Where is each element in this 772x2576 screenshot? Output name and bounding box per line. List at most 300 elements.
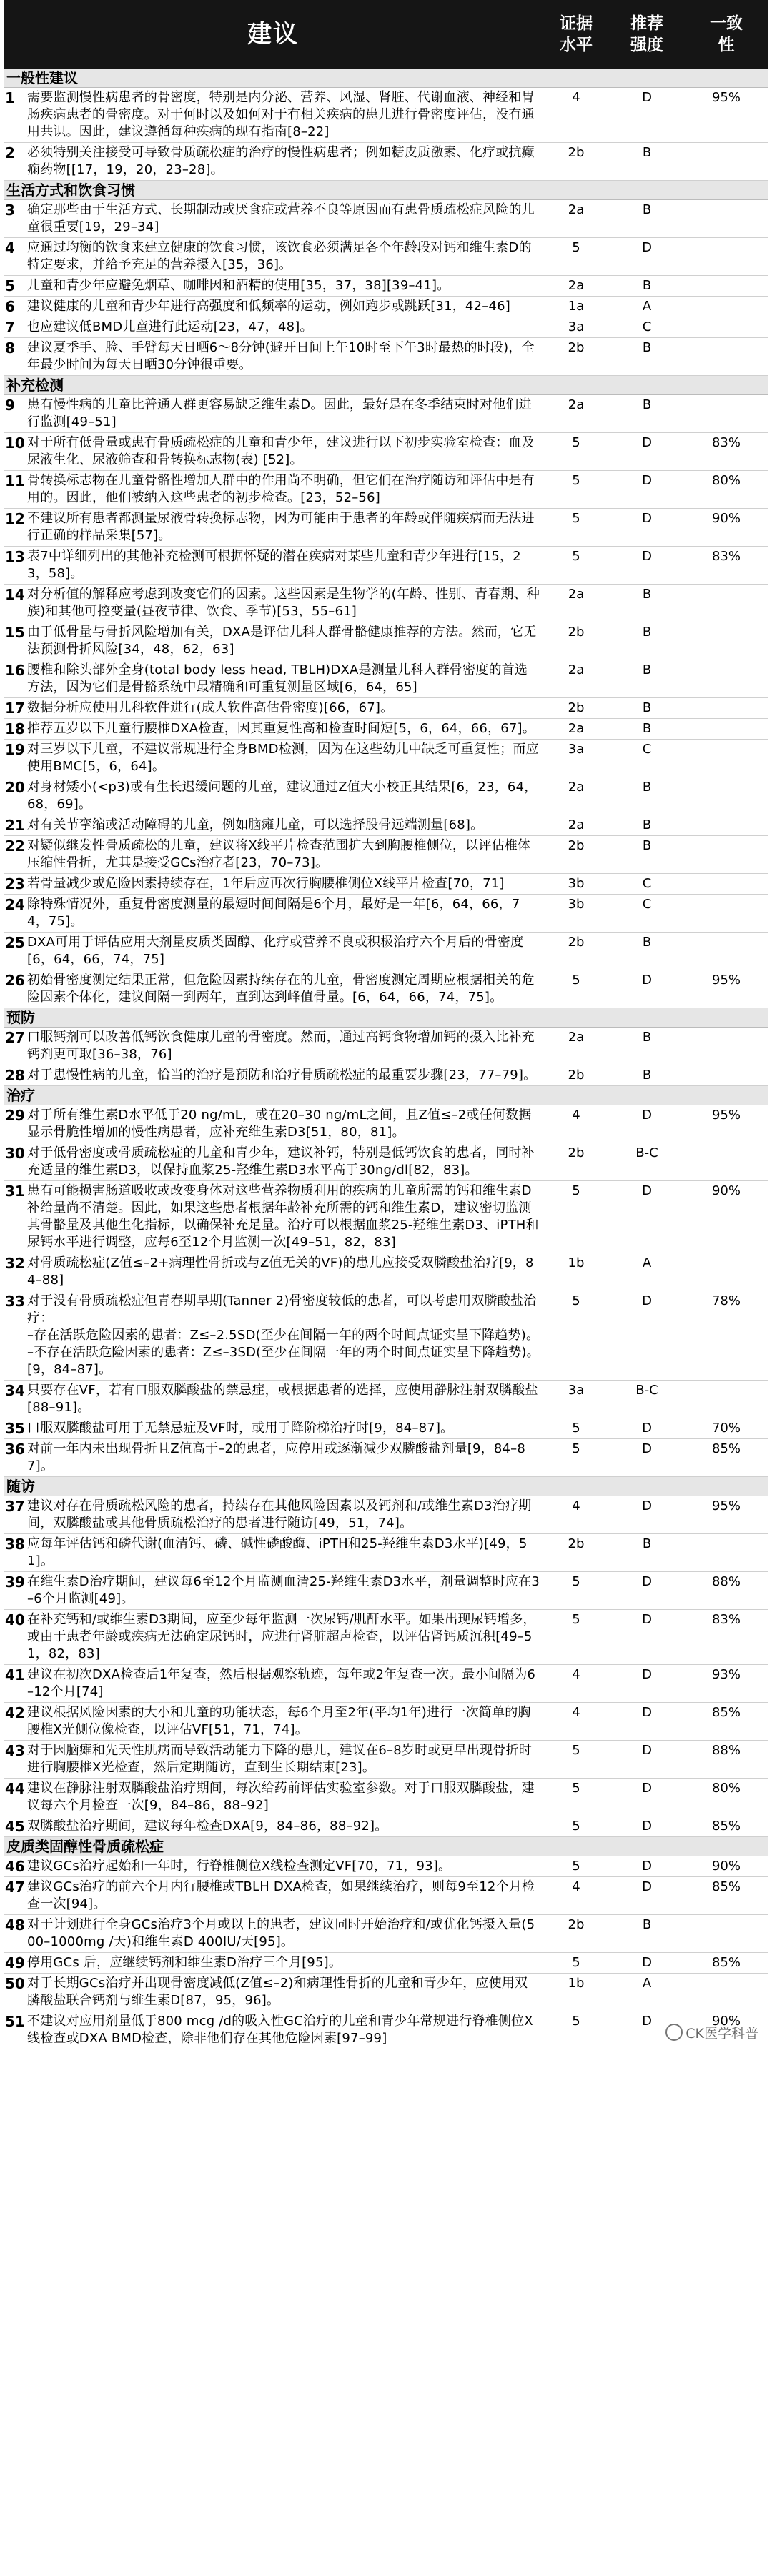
agreement-percent (684, 660, 768, 698)
evidence-level: 2b (543, 1915, 610, 1953)
agreement-percent (684, 1381, 768, 1418)
row-number: 18 (4, 719, 25, 740)
evidence-level: 2a (543, 777, 610, 815)
recommendation-grade: D (610, 1816, 684, 1837)
recommendation-text: 对于所有低骨量或患有骨质疏松症的儿童和青少年，建议进行以下初步实验室检查：血及尿液生化、尿液筛查和骨转换标志物(表) [52]。 (25, 433, 543, 471)
evidence-level: 5 (543, 1816, 610, 1837)
recommendation-grade: C (610, 895, 684, 933)
evidence-level: 5 (543, 2011, 610, 2049)
recommendation-text: 口服钙剂可以改善低钙饮食健康儿童的骨密度。然而，通过高钙食物增加钙的摄入比补充钙剂更可取[36–38，76] (25, 1028, 543, 1065)
evidence-level: 2a (543, 200, 610, 238)
recommendation-row (4, 1703, 768, 1741)
evidence-level: 5 (543, 1953, 610, 1974)
evidence-level: 5 (543, 1741, 610, 1779)
section-title: 随访 (4, 1477, 768, 1496)
recommendation-grade: B (610, 200, 684, 238)
header-evidence-level: 证据 水平 (543, 0, 610, 69)
agreement-percent (684, 317, 768, 338)
evidence-level: 5 (543, 1779, 610, 1816)
recommendation-row (4, 1816, 768, 1837)
row-number: 5 (4, 276, 25, 297)
agreement-percent: 85% (684, 1703, 768, 1741)
evidence-level: 2a (543, 719, 610, 740)
agreement-percent: 85% (684, 1877, 768, 1915)
agreement-percent (684, 777, 768, 815)
row-number: 14 (4, 585, 25, 622)
recommendation-grade: D (610, 1291, 684, 1381)
row-number: 9 (4, 395, 25, 433)
watermark-text: CK医学科普 (686, 2026, 758, 2042)
agreement-percent (684, 874, 768, 895)
row-number: 19 (4, 740, 25, 777)
evidence-level: 5 (543, 433, 610, 471)
agreement-percent: 83% (684, 547, 768, 585)
recommendation-text: 对前一年内未出现骨折且Z值高于–2的患者，应停用或逐渐减少双膦酸盐剂量[9，84–87]。 (25, 1439, 543, 1477)
evidence-level: 3a (543, 1381, 610, 1418)
row-number: 24 (4, 895, 25, 933)
recommendation-grade: B (610, 777, 684, 815)
recommendation-text: 确定那些由于生活方式、长期制动或厌食症或营养不良等原因而有患骨质疏松症风险的儿童很重要[19，29–34] (25, 200, 543, 238)
evidence-level: 5 (543, 238, 610, 276)
recommendation-text: 只要存在VF，若有口服双膦酸盐的禁忌症，或根据患者的选择，应使用静脉注射双膦酸盐[88–91]。 (25, 1381, 543, 1418)
recommendation-row (4, 276, 768, 297)
evidence-level: 4 (543, 1105, 610, 1143)
evidence-level: 2a (543, 395, 610, 433)
recommendation-text: 儿童和青少年应避免烟草、咖啡因和酒精的使用[35，37，38][39–41]。 (25, 276, 543, 297)
recommendation-row (4, 622, 768, 660)
evidence-level: 5 (543, 509, 610, 547)
recommendation-text: 患有可能损害肠道吸收或改变身体对这些营养物质利用的疾病的儿童所需的钙和维生素D补给量尚不清楚。因此，如果这些患者根据年龄补充所需的钙和维生素D，建议密切监测其骨骼量及其他生化指标，以确保补充足量。治疗可以根据血浆25-羟维生素D3、iPTH和尿钙水平进行调整，应每6至12个月监测一次[49–51，82，83] (25, 1181, 543, 1253)
recommendation-grade: D (610, 1105, 684, 1143)
recommendation-row (4, 1439, 768, 1477)
row-number: 13 (4, 547, 25, 585)
agreement-percent (684, 836, 768, 874)
recommendation-grade: B (610, 143, 684, 181)
agreement-percent (684, 1534, 768, 1572)
section-title: 皮质类固醇性骨质疏松症 (4, 1837, 768, 1856)
recommendation-text: 骨转换标志物在儿童骨骼性增加人群中的作用尚不明确，但它们在治疗随访和评估中是有用的。因此，他们被纳入这些患者的初步检查。[23，52–56] (25, 471, 543, 509)
evidence-level: 3a (543, 317, 610, 338)
recommendation-row (4, 317, 768, 338)
evidence-level: 2a (543, 1028, 610, 1065)
row-number: 20 (4, 777, 25, 815)
recommendation-text: 对于患慢性病的儿童，恰当的治疗是预防和治疗骨质疏松症的最重要步骤[23，77–79]。 (25, 1065, 543, 1086)
evidence-level: 4 (543, 1703, 610, 1741)
row-number: 26 (4, 970, 25, 1008)
recommendation-grade: B (610, 1915, 684, 1953)
recommendation-row (4, 1291, 768, 1381)
agreement-percent (684, 276, 768, 297)
recommendation-text: 双膦酸盐治疗期间，建议每年检查DXA[9，84–86，88–92]。 (25, 1816, 543, 1837)
recommendation-grade: D (610, 547, 684, 585)
agreement-percent (684, 143, 768, 181)
row-number: 40 (4, 1610, 25, 1665)
recommendation-text: 在补充钙和/或维生素D3期间，应至少每年监测一次尿钙/肌酐水平。如果出现尿钙增多，或由于患者年龄或疾病无法确定尿钙时，应进行肾脏超声检查，以评估肾钙质沉积[49–51，82，83] (25, 1610, 543, 1665)
recommendation-row (4, 433, 768, 471)
row-number: 6 (4, 297, 25, 317)
row-number: 46 (4, 1856, 25, 1877)
recommendation-text: 建议对存在骨质疏松风险的患者，持续存在其他风险因素以及钙剂和/或维生素D3治疗期间，双膦酸盐或其他骨质疏松治疗的患者进行随访[49，51，74]。 (25, 1496, 543, 1534)
recommendation-text: 患有慢性病的儿童比普通人群更容易缺乏维生素D。因此，最好是在冬季结束时对他们进行监测[49–51] (25, 395, 543, 433)
recommendation-grade: B (610, 395, 684, 433)
recommendation-grade: B (610, 585, 684, 622)
section-header-row (4, 69, 768, 88)
row-number: 32 (4, 1253, 25, 1291)
evidence-level: 5 (543, 1572, 610, 1610)
recommendation-text: 由于低骨量与骨折风险增加有关，DXA是评估儿科人群骨骼健康推荐的方法。然而，它无法预测骨折风险[34，48，62，63] (25, 622, 543, 660)
agreement-percent (684, 585, 768, 622)
recommendation-text: 除特殊情况外，重复骨密度测量的最短时间间隔是6个月，最好是一年[6，64，66，74，75]。 (25, 895, 543, 933)
evidence-level: 1a (543, 297, 610, 317)
section-header-row (4, 376, 768, 395)
row-number: 22 (4, 836, 25, 874)
row-number: 28 (4, 1065, 25, 1086)
recommendation-grade: B (610, 836, 684, 874)
recommendation-grade: B (610, 622, 684, 660)
recommendation-row (4, 1143, 768, 1181)
row-number: 43 (4, 1741, 25, 1779)
header-recommendation: 建议 (4, 0, 543, 69)
agreement-percent (684, 1915, 768, 1953)
evidence-level: 3b (543, 895, 610, 933)
recommendation-text: 不建议对应用剂量低于800 mcg /d的吸入性GC治疗的儿童和青少年常规进行脊椎侧位X线检查或DXA BMD检查，除非他们存在其他危险因素[97–99] (25, 2011, 543, 2049)
recommendation-grade: B-C (610, 1381, 684, 1418)
row-number: 41 (4, 1665, 25, 1703)
evidence-level: 3b (543, 874, 610, 895)
recommendation-text: 应每年评估钙和磷代谢(血清钙、磷、碱性磷酸酶、iPTH和25-羟维生素D3水平)[49，51]。 (25, 1534, 543, 1572)
agreement-percent (684, 1253, 768, 1291)
recommendation-grade: B (610, 1065, 684, 1086)
recommendation-text: 不建议所有患者都测量尿液骨转换标志物，因为可能由于患者的年龄或伴随疾病而无法进行正确的样品采集[57]。 (25, 509, 543, 547)
evidence-level: 5 (543, 970, 610, 1008)
agreement-percent: 90% (684, 1856, 768, 1877)
agreement-percent: 85% (684, 1439, 768, 1477)
header-recommendation-grade: 推荐 强度 (610, 0, 684, 69)
recommendation-grade: D (610, 1877, 684, 1915)
recommendation-row (4, 1181, 768, 1253)
recommendation-row (4, 297, 768, 317)
guideline-page (4, 0, 768, 2049)
section-header-row (4, 181, 768, 200)
row-number: 39 (4, 1572, 25, 1610)
recommendation-grade: A (610, 1974, 684, 2011)
recommendation-text: 建议夏季手、脸、手臂每天日晒6～8分钟(避开日间上午10时至下午3时最热的时段)，全年最少时间为每天日晒30分钟很重要。 (25, 338, 543, 376)
recommendation-text: 对于没有骨质疏松症但青春期早期(Tanner 2)骨密度较低的患者，可以考虑用双膦酸盐治疗： –存在活跃危险因素的患者：Z≤–2.5SD(至少在间隔一年的两个时间点证实呈下降趋势)。 –不存在活跃危险因素的患者：Z≤–3SD(至少在间隔一年的两个时间点证实呈下降趋势)。[9，84–87]。 (25, 1291, 543, 1381)
recommendation-text: 必须特别关注接受可导致骨质疏松症的治疗的慢性病患者；例如糖皮质激素、化疗或抗癫痫药物[[17，19，20，23–28]。 (25, 143, 543, 181)
agreement-percent: 80% (684, 471, 768, 509)
row-number: 37 (4, 1496, 25, 1534)
recommendation-row (4, 1610, 768, 1665)
row-number: 31 (4, 1181, 25, 1253)
recommendation-text: 对于长期GCs治疗并出现骨密度减低(Z值≤–2)和病理性骨折的儿童和青少年，应使用双膦酸盐联合钙剂与维生素D[87，95，96]。 (25, 1974, 543, 2011)
recommendation-row (4, 1877, 768, 1915)
recommendation-grade: B (610, 933, 684, 970)
row-number: 36 (4, 1439, 25, 1477)
agreement-percent (684, 622, 768, 660)
recommendation-text: 对三岁以下儿童，不建议常规进行全身BMD检测，因为在这些幼儿中缺乏可重复性；而应使用BMC[5，6，64]。 (25, 740, 543, 777)
agreement-percent: 90% (684, 2011, 768, 2049)
recommendation-row (4, 1381, 768, 1418)
recommendation-grade: C (610, 874, 684, 895)
recommendation-row (4, 88, 768, 143)
recommendation-grade: D (610, 1741, 684, 1779)
section-header-row (4, 1837, 768, 1856)
recommendation-grade: D (610, 1610, 684, 1665)
evidence-level: 5 (543, 471, 610, 509)
evidence-level: 2b (543, 1143, 610, 1181)
recommendation-grade: D (610, 1439, 684, 1477)
recommendation-grade: B (610, 719, 684, 740)
agreement-percent: 95% (684, 88, 768, 143)
row-number: 35 (4, 1418, 25, 1439)
recommendation-row (4, 1915, 768, 1953)
row-number: 30 (4, 1143, 25, 1181)
agreement-percent: 95% (684, 970, 768, 1008)
evidence-level: 4 (543, 1877, 610, 1915)
section-title: 生活方式和饮食习惯 (4, 181, 768, 200)
evidence-level: 2a (543, 585, 610, 622)
agreement-percent: 90% (684, 509, 768, 547)
evidence-level: 2b (543, 1534, 610, 1572)
row-number: 12 (4, 509, 25, 547)
evidence-level: 2b (543, 143, 610, 181)
evidence-level: 5 (543, 1181, 610, 1253)
recommendation-row (4, 933, 768, 970)
agreement-percent (684, 895, 768, 933)
recommendation-row (4, 1065, 768, 1086)
agreement-percent (684, 297, 768, 317)
recommendation-text: 对分析值的解释应考虑到改变它们的因素。这些因素是生物学的(年龄、性别、青春期、种族)和其他可控变量(昼夜节律、饮食、季节)[53，55–61] (25, 585, 543, 622)
recommendation-text: 口服双膦酸盐可用于无禁忌症及VF时，或用于降阶梯治疗时[9，84–87]。 (25, 1418, 543, 1439)
evidence-level: 2b (543, 338, 610, 376)
recommendations-table (4, 0, 768, 2049)
agreement-percent: 85% (684, 1816, 768, 1837)
recommendation-row (4, 1253, 768, 1291)
row-number: 45 (4, 1816, 25, 1837)
recommendation-text: 建议GCs治疗的前六个月内行腰椎或TBLH DXA检查，如果继续治疗，则每9至12个月检查一次[94]。 (25, 1877, 543, 1915)
row-number: 15 (4, 622, 25, 660)
agreement-percent (684, 1143, 768, 1181)
evidence-level: 2a (543, 660, 610, 698)
recommendation-row (4, 660, 768, 698)
recommendation-row (4, 1534, 768, 1572)
agreement-percent (684, 815, 768, 836)
evidence-level: 1b (543, 1974, 610, 2011)
row-number: 17 (4, 698, 25, 719)
recommendation-row (4, 1028, 768, 1065)
recommendation-text: 对于计划进行全身GCs治疗3个月或以上的患者，建议同时开始治疗和/或优化钙摄入量(500–1000mg /天)和维生素D 400IU/天[95]。 (25, 1915, 543, 1953)
recommendation-grade: D (610, 1572, 684, 1610)
row-number: 23 (4, 874, 25, 895)
section-title: 一般性建议 (4, 69, 768, 88)
recommendation-grade: D (610, 433, 684, 471)
agreement-percent (684, 1028, 768, 1065)
recommendation-row (4, 238, 768, 276)
recommendation-grade: B (610, 815, 684, 836)
agreement-percent: 88% (684, 1572, 768, 1610)
recommendation-row (4, 1572, 768, 1610)
agreement-percent (684, 740, 768, 777)
recommendation-row (4, 698, 768, 719)
recommendation-row (4, 547, 768, 585)
recommendation-text: 在维生素D治疗期间，建议每6至12个月监测血清25-羟维生素D3水平，剂量调整时应在3–6个月监测[49]。 (25, 1572, 543, 1610)
agreement-percent: 88% (684, 1741, 768, 1779)
recommendation-row (4, 200, 768, 238)
recommendation-row (4, 895, 768, 933)
recommendation-grade: D (610, 88, 684, 143)
row-number: 25 (4, 933, 25, 970)
recommendation-grade: C (610, 740, 684, 777)
watermark-logo-icon (665, 2024, 683, 2041)
row-number: 2 (4, 143, 25, 181)
agreement-percent: 83% (684, 433, 768, 471)
evidence-level: 4 (543, 1496, 610, 1534)
recommendation-text: 对于低骨密度或骨质疏松症的儿童和青少年，建议补钙，特别是低钙饮食的患者，同时补充适量的维生素D3，以保持血浆25-羟维生素D3水平高于30ng/dl[82，83]。 (25, 1143, 543, 1181)
section-header-row (4, 1086, 768, 1105)
recommendation-grade: B (610, 338, 684, 376)
recommendation-text: 对身材矮小(<p3)或有生长迟缓问题的儿童，建议通过Z值大小校正其结果[6，23，64，68，69]。 (25, 777, 543, 815)
row-number: 10 (4, 433, 25, 471)
recommendation-row (4, 1953, 768, 1974)
agreement-percent: 95% (684, 1105, 768, 1143)
agreement-percent: 78% (684, 1291, 768, 1381)
section-title: 治疗 (4, 1086, 768, 1105)
recommendation-text: 需要监测慢性病患者的骨密度，特别是内分泌、营养、风湿、肾脏、代谢血液、神经和胃肠疾病患者的骨密度。对于何时以及如何对于有相关疾病的患儿进行骨密度评估，没有通用共识。因此，建议遵循每种疾病的现有指南[8–22] (25, 88, 543, 143)
recommendation-text: 对疑似继发性骨质疏松的儿童，建议将X线平片检查范围扩大到胸腰椎侧位，以评估椎体压缩性骨折，尤其是接受GCs治疗者[23，70–73]。 (25, 836, 543, 874)
recommendation-row (4, 1665, 768, 1703)
evidence-level: 2b (543, 933, 610, 970)
agreement-percent (684, 698, 768, 719)
recommendation-row (4, 815, 768, 836)
section-header-row (4, 1008, 768, 1028)
agreement-percent (684, 1065, 768, 1086)
row-number: 3 (4, 200, 25, 238)
recommendation-row (4, 2011, 768, 2049)
row-number: 47 (4, 1877, 25, 1915)
recommendation-text: 建议在初次DXA检查后1年复查，然后根据观察轨迹，每年或2年复查一次。最小间隔为6–12个月[74] (25, 1665, 543, 1703)
recommendation-grade: B (610, 276, 684, 297)
recommendation-grade: D (610, 1181, 684, 1253)
recommendation-text: 腰椎和除头部外全身(total body less head, TBLH)DXA是测量儿科人群骨密度的首选方法，因为它们是骨骼系统中最精确和可重复测量区域[6，64，65] (25, 660, 543, 698)
evidence-level: 2b (543, 836, 610, 874)
recommendation-text: DXA可用于评估应用大剂量皮质类固醇、化疗或营养不良或积极治疗六个月后的骨密度[6，64，66，74，75] (25, 933, 543, 970)
row-number: 8 (4, 338, 25, 376)
agreement-percent (684, 338, 768, 376)
recommendation-text: 数据分析应使用儿科软件进行(成人软件高估骨密度)[66，67]。 (25, 698, 543, 719)
row-number: 38 (4, 1534, 25, 1572)
evidence-level: 1b (543, 1253, 610, 1291)
recommendation-grade: B (610, 1534, 684, 1572)
recommendation-grade: B (610, 1028, 684, 1065)
evidence-level: 2a (543, 276, 610, 297)
recommendation-text: 对骨质疏松症(Z值≤–2+病理性骨折或与Z值无关的VF)的患儿应接受双膦酸盐治疗[9，84–88] (25, 1253, 543, 1291)
row-number: 33 (4, 1291, 25, 1381)
recommendation-grade: C (610, 317, 684, 338)
recommendation-grade: D (610, 471, 684, 509)
recommendation-text: 建议GCs治疗起始和一年时，行脊椎侧位X线检查测定VF[70，71，93]。 (25, 1856, 543, 1877)
agreement-percent: 85% (684, 1953, 768, 1974)
evidence-level: 5 (543, 1418, 610, 1439)
recommendation-grade: D (610, 1496, 684, 1534)
recommendation-grade: B-C (610, 1143, 684, 1181)
section-title: 预防 (4, 1008, 768, 1028)
evidence-level: 2b (543, 698, 610, 719)
recommendation-row (4, 395, 768, 433)
row-number: 50 (4, 1974, 25, 2011)
evidence-level: 2b (543, 1065, 610, 1086)
evidence-level: 5 (543, 1856, 610, 1877)
recommendation-row (4, 338, 768, 376)
recommendation-grade: D (610, 1779, 684, 1816)
recommendation-grade: D (610, 238, 684, 276)
agreement-percent: 80% (684, 1779, 768, 1816)
row-number: 34 (4, 1381, 25, 1418)
row-number: 44 (4, 1779, 25, 1816)
recommendation-row (4, 585, 768, 622)
recommendation-grade: B (610, 660, 684, 698)
recommendation-row (4, 143, 768, 181)
watermark (665, 2023, 758, 2042)
recommendation-grade: A (610, 297, 684, 317)
row-number: 49 (4, 1953, 25, 1974)
agreement-percent: 83% (684, 1610, 768, 1665)
evidence-level: 2b (543, 622, 610, 660)
recommendation-text: 对有关节挛缩或活动障碍的儿童，例如脑瘫儿童，可以选择股骨远端测量[68]。 (25, 815, 543, 836)
evidence-level: 5 (543, 1610, 610, 1665)
recommendation-text: 对于因脑瘫和先天性肌病而导致活动能力下降的患儿，建议在6–8岁时或更早出现骨折时进行胸腰椎X光检查，然后定期随访，直到生长期结束[23]。 (25, 1741, 543, 1779)
recommendation-row (4, 740, 768, 777)
recommendation-grade: D (610, 1856, 684, 1877)
agreement-percent (684, 238, 768, 276)
recommendation-text: 对于所有维生素D水平低于20 ng/mL，或在20–30 ng/mL之间，且Z值≤–2或任何数据显示骨脆性增加的慢性病患者，应补充维生素D3[51，80，81]。 (25, 1105, 543, 1143)
recommendation-grade: D (610, 1953, 684, 1974)
row-number: 4 (4, 238, 25, 276)
agreement-percent (684, 395, 768, 433)
agreement-percent (684, 200, 768, 238)
recommendation-grade: D (610, 2011, 684, 2049)
recommendation-row (4, 509, 768, 547)
recommendation-row (4, 1418, 768, 1439)
row-number: 27 (4, 1028, 25, 1065)
recommendation-row (4, 874, 768, 895)
evidence-level: 5 (543, 547, 610, 585)
row-number: 1 (4, 88, 25, 143)
recommendation-text: 建议健康的儿童和青少年进行高强度和低频率的运动，例如跑步或跳跃[31，42–46] (25, 297, 543, 317)
evidence-level: 5 (543, 1291, 610, 1381)
recommendation-grade: D (610, 1665, 684, 1703)
recommendation-text: 推荐五岁以下儿童行腰椎DXA检查，因其重复性高和检查时间短[5，6，64，66，67]。 (25, 719, 543, 740)
recommendation-grade: D (610, 509, 684, 547)
recommendation-grade: D (610, 1418, 684, 1439)
recommendation-row (4, 1741, 768, 1779)
agreement-percent: 95% (684, 1496, 768, 1534)
agreement-percent (684, 1974, 768, 2011)
recommendation-row (4, 836, 768, 874)
recommendation-text: 建议在静脉注射双膦酸盐治疗期间，每次给药前评估实验室参数。对于口服双膦酸盐，建议每六个月检查一次[9，84–86，88–92] (25, 1779, 543, 1816)
row-number: 51 (4, 2011, 25, 2049)
row-number: 7 (4, 317, 25, 338)
recommendation-row (4, 970, 768, 1008)
agreement-percent: 90% (684, 1181, 768, 1253)
header-agreement: 一致 性 (684, 0, 768, 69)
agreement-percent (684, 719, 768, 740)
recommendation-grade: A (610, 1253, 684, 1291)
recommendation-text: 也应建议低BMD儿童进行此运动[23，47，48]。 (25, 317, 543, 338)
recommendation-row (4, 1974, 768, 2011)
recommendation-row (4, 777, 768, 815)
recommendation-row (4, 1856, 768, 1877)
section-title: 补充检测 (4, 376, 768, 395)
